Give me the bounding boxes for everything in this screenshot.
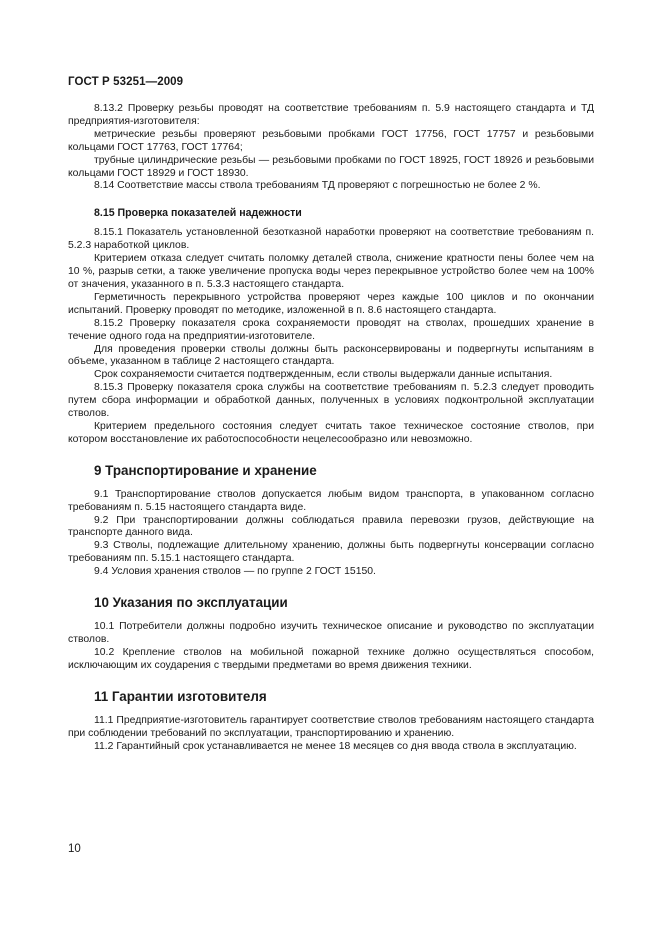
paragraph-9-4: 9.4 Условия хранения стволов — по группе 2 ГОСТ 15150.	[94, 566, 376, 578]
paragraph-limit-state: Критерием предельного состояния следует считать такое техническое состояние стволов, при котором восстановление их работоспособности нецелесообразно или невозможно.	[68, 420, 594, 445]
paragraph-failure-criterion: Критерием отказа следует считать поломку деталей ствола, снижение кратности пены более чем на 10 %, разрыв сетки, а также увеличение пропуска воды через перекрывное устройство более чем на 100% от значения, указанного в п. 5.3.3 настоящего стандарта.	[68, 253, 594, 290]
paragraph-8-14: 8.14 Соответствие массы ствола требованиям ТД проверяют с погрешностью не более 2 %.	[94, 180, 541, 192]
paragraph-8-15-3: 8.15.3 Проверку показателя срока службы на соответствие требованиям п. 5.2.3 следует проводить путем сбора информации и обработкой данных, полученных в условиях подконтрольной эксплуатации стволов.	[68, 382, 594, 420]
paragraph-8-15-1: 8.15.1 Показатель установленной безотказной наработки проверяют на соответствие требованиям п. 5.2.3 наработкой циклов.	[68, 227, 594, 252]
paragraph-10-2: 10.2 Крепление стволов на мобильной пожарной технике должно осуществляться способом, исключающим их соударения с твердыми предметами во время движения техники.	[68, 646, 594, 671]
paragraph-8-13-2: 8.13.2 Проверку резьбы проводят на соответствие требованиям п. 5.9 настоящего стандарта и ТД предприятия-изготовителя:	[68, 103, 594, 127]
heading-section-9: 9 Транспортирование и хранение	[94, 462, 317, 478]
paragraph-9-3: 9.3 Стволы, подлежащие длительному хранению, должны быть подвергнуты консервации согласно требованиям пп. 5.15.1 настоящего стандарта.	[68, 540, 594, 565]
paragraph-tightness-check: Герметичность перекрывного устройства проверяют через каждые 100 циклов и по окончании испытаний. Проверку проводят по методике, изложенной в п. 8.6 настоящего стандарта.	[68, 291, 594, 316]
paragraph-9-2: 9.2 При транспортировании должны соблюдаться правила перевозки грузов, действующие на транспорте данного вида.	[68, 514, 594, 539]
paragraph-8-15-2: 8.15.2 Проверку показателя срока сохраняемости проводят на стволах, прошедших хранение в течение одного года на предприятии-изготовителе.	[68, 317, 594, 342]
paragraph-11-2: 11.2 Гарантийный срок устанавливается не менее 18 месяцев со дня ввода ствола в эксплуатацию.	[94, 740, 577, 752]
paragraph-preservation-check: Для проведения проверки стволы должны быть расконсервированы и подвергнуты испытаниям в объеме, указанном в таблице 2 настоящего стандарта.	[68, 343, 594, 368]
page-number: 10	[68, 843, 81, 855]
paragraph-11-1: 11.1 Предприятие-изготовитель гарантирует соответствие стволов требованиям настоящего стандарта при соблюдении требований по эксплуатации, транспортированию и хранению.	[68, 714, 594, 739]
heading-section-11: 11 Гарантии изготовителя	[94, 688, 267, 704]
heading-8-15: 8.15 Проверка показателей надежности	[94, 207, 302, 220]
paragraph-pipe-threads: трубные цилиндрические резьбы — резьбовыми пробками по ГОСТ 18925, ГОСТ 18926 и резьбовыми кольцами ГОСТ 18929 и ГОСТ 18930.	[68, 154, 594, 179]
document-code: ГОСТ Р 53251—2009	[68, 76, 184, 88]
paragraph-10-1: 10.1 Потребители должны подробно изучить техническое описание и руководство по эксплуатации стволов.	[68, 621, 594, 645]
paragraph-shelf-life-confirmed: Срок сохраняемости считается подтвержденным, если стволы выдержали данные испытания.	[94, 369, 553, 381]
heading-section-10: 10 Указания по эксплуатации	[94, 595, 288, 611]
document-body	[68, 103, 594, 753]
paragraph-9-1: 9.1 Транспортирование стволов допускается любым видом транспорта, в упакованном согласно требованиям п. 5.15 настоящего стандарта виде.	[68, 488, 594, 513]
paragraph-metric-threads: метрические резьбы проверяют резьбовыми пробками ГОСТ 17756, ГОСТ 17757 и резьбовыми кольцами ГОСТ 17763, ГОСТ 17764;	[68, 128, 594, 153]
